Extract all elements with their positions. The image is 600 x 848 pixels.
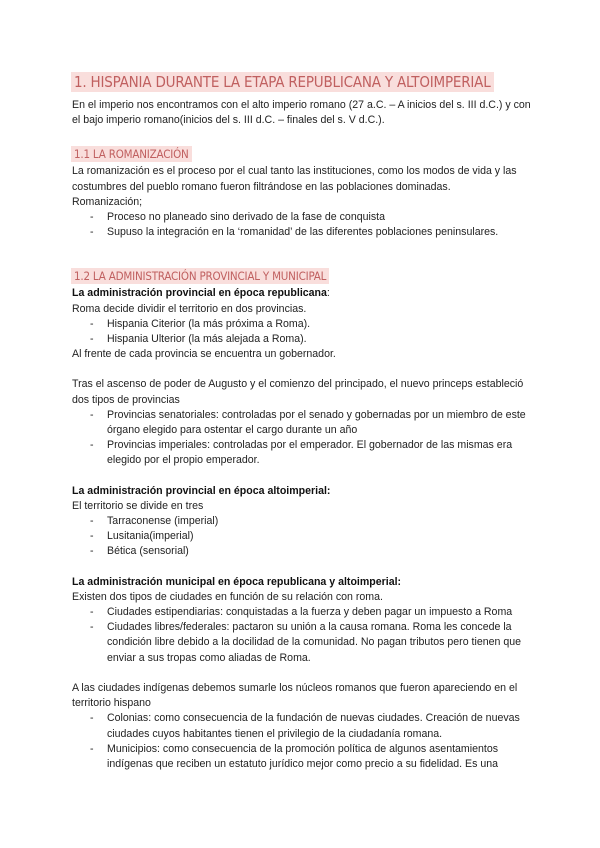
romanizacion-list	[72, 210, 532, 240]
block-4-list	[72, 605, 532, 666]
romanizacion-paragraph: La romanización es el proceso por el cual tanto las instituciones, como los modos de vida y las costumbres del pueblo romano fueron filtrándose en las poblaciones dominadas.	[72, 165, 517, 193]
list-item: - Supuso la integración en la ‘romanidad’ de las diferentes poblaciones peninsulares.	[72, 225, 532, 240]
block-2-intro: Tras el ascenso de poder de Augusto y el comienzo del principado, el nuevo princeps estableció dos tipos de provincias	[72, 378, 524, 406]
block-2-list	[72, 408, 532, 469]
romanizacion-label: Romanización;	[72, 195, 143, 208]
block-1-list	[72, 317, 532, 347]
block-3-intro: El territorio se divide en tres	[72, 499, 204, 512]
block-1-intro: Roma decide dividir el territorio en dos provincias.	[72, 302, 307, 315]
list-item: - Colonias: como consecuencia de la fundación de nuevas ciudades. Creación de nuevas ciudades cuyos habitantes tienen el privilegio de la ciudadanía romana.	[72, 711, 532, 741]
block-1-heading-text: La administración provincial en época republicana	[72, 287, 327, 300]
block-4-intro: Existen dos tipos de ciudades en función de su relación con roma.	[72, 590, 383, 603]
document-content	[72, 72, 532, 772]
block-4-heading: La administración municipal en época republicana y altoimperial:	[72, 575, 402, 588]
list-item: - Ciudades estipendiarias: conquistadas a la fuerza y deben pagar un impuesto a Roma	[72, 605, 532, 620]
list-item: - Hispania Ulterior (la más alejada a Roma).	[72, 332, 532, 347]
block-3-heading: La administración provincial en época altoimperial:	[72, 484, 331, 497]
list-item: - Hispania Citerior (la más próxima a Roma).	[72, 317, 532, 332]
list-item: - Municipios: como consecuencia de la promoción política de algunos asentamientos indígenas que reciben un estatuto jurídico mejor como precio a su fidelidad. Es una	[72, 742, 532, 772]
section-1-2-title: 1.2 LA ADMINISTRACIÓN PROVINCIAL Y MUNICIPAL	[71, 268, 329, 284]
list-item: - Bética (sensorial)	[72, 544, 532, 559]
list-item: - Ciudades libres/federales: pactaron su unión a la causa romana. Roma les concede la condición libre debido a la docilidad de la comunidad. No pagan tributos pero tienen que enviar a sus tropas como aliadas de Roma.	[72, 620, 532, 666]
section-1-title: 1. HISPANIA DURANTE LA ETAPA REPUBLICANA Y ALTOIMPERIAL	[71, 72, 494, 92]
block-1-heading	[72, 286, 532, 301]
list-item: - Tarraconense (imperial)	[72, 514, 532, 529]
block-1-outro: Al frente de cada provincia se encuentra un gobernador.	[72, 348, 336, 361]
block-5-list	[72, 711, 532, 772]
section-1-intro: En el imperio nos encontramos con el alto imperio romano (27 a.C. – A inicios del s. III d.C.) y con el bajo imperio romano(inicios del s. III d.C. – finales del s. V d.C.).	[72, 99, 531, 127]
block-5-intro: A las ciudades indígenas debemos sumarle los núcleos romanos que fueron apareciendo en el territorio hispano	[72, 681, 518, 710]
list-item: - Provincias senatoriales: controladas por el senado y gobernadas por un miembro de este órgano elegido para ostentar el cargo durante un año	[72, 408, 532, 438]
block-3-list	[72, 514, 532, 560]
block-1-heading-suffix: :	[326, 287, 330, 300]
list-item: - Proceso no planeado sino derivado de la fase de conquista	[72, 210, 532, 225]
list-item: - Lusitania(imperial)	[72, 529, 532, 544]
list-item: - Provincias imperiales: controladas por el emperador. El gobernador de las mismas era elegido por el propio emperador.	[72, 438, 532, 468]
section-1-1-title: 1.1 LA ROMANIZACIÓN	[71, 146, 192, 162]
